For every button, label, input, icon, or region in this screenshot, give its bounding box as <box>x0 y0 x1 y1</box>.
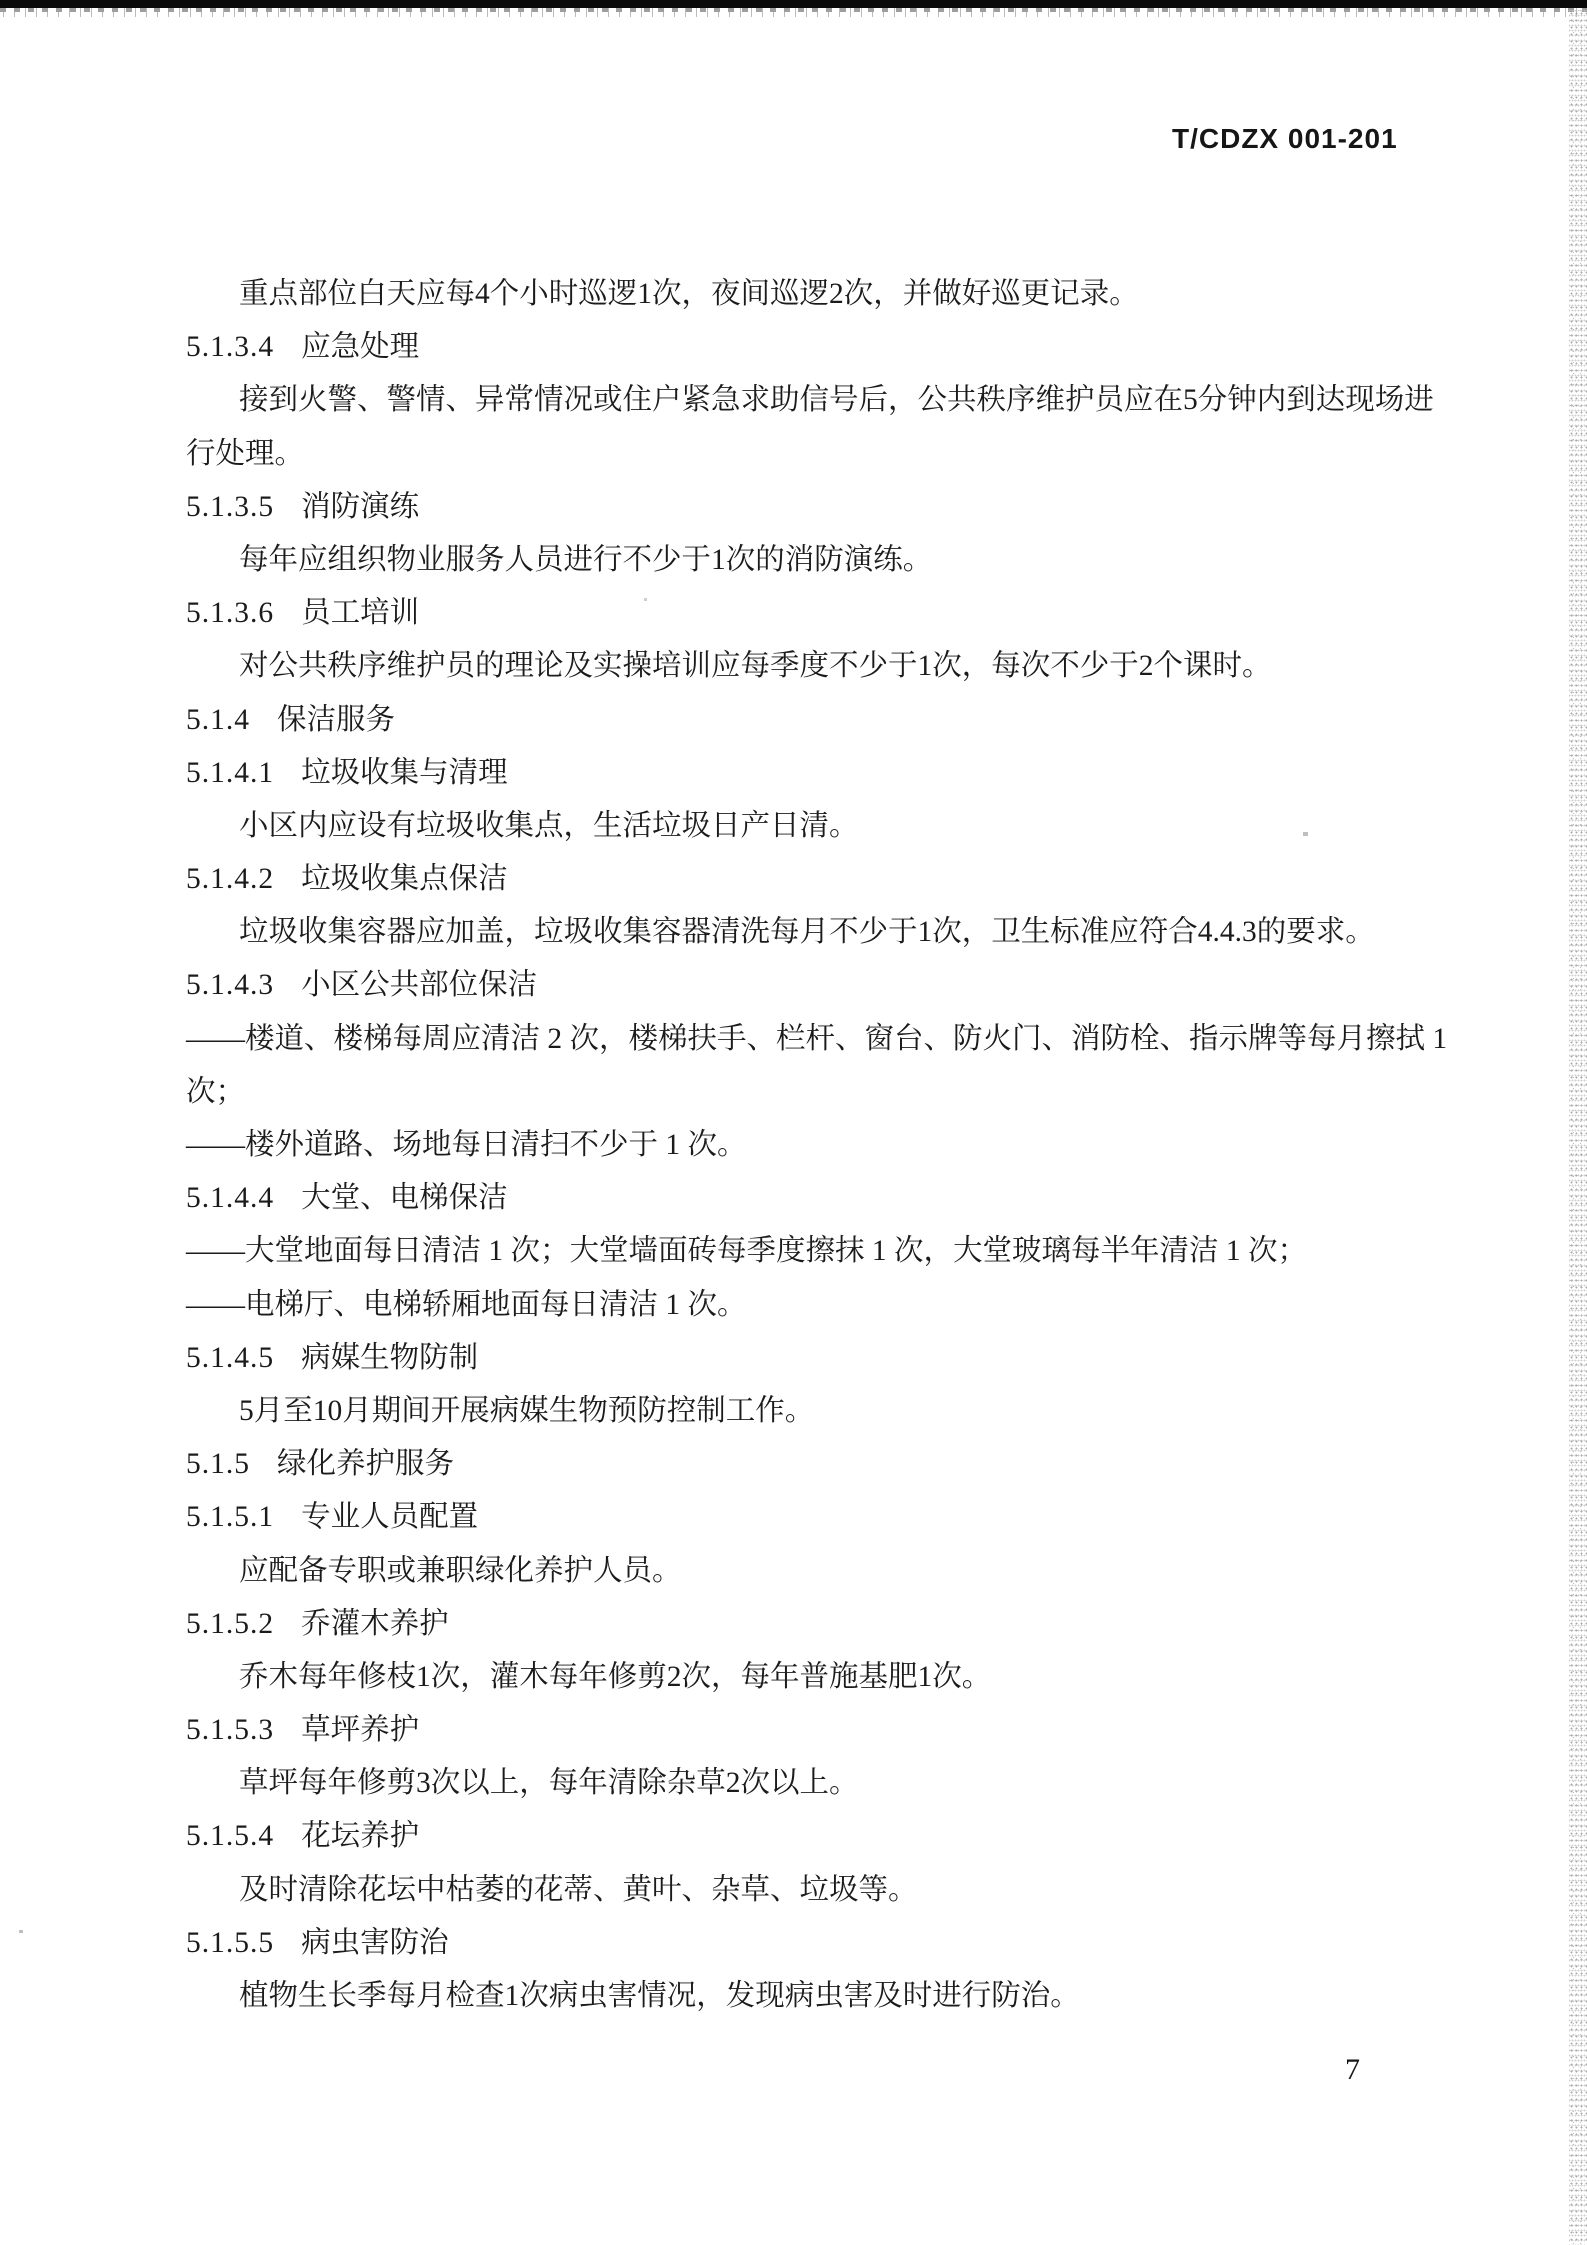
paragraph-line: 草坪每年修剪3次以上，每年清除杂草2次以上。 <box>239 1767 859 1800</box>
page-number: 7 <box>1345 2053 1360 2086</box>
clause-title: 病虫害防治 <box>301 1926 449 1959</box>
flush-line: ——电梯厅、电梯轿厢地面每日清洁 1 次。 <box>186 1288 747 1321</box>
clause-number: 5.1.4.4 <box>186 1182 275 1215</box>
paragraph-line: 应配备专职或兼职绿化养护人员。 <box>239 1554 682 1587</box>
clause-heading <box>186 1598 1436 1651</box>
paragraph-line: 垃圾收集容器应加盖，垃圾收集容器清洗每月不少于1次，卫生标准应符合4.4.3的要求。 <box>239 916 1375 949</box>
paragraph-line: 植物生长季每月检查1次病虫害情况，发现病虫害及时进行防治。 <box>239 1980 1080 2012</box>
clause-number: 5.1.4.2 <box>186 863 275 896</box>
paragraph-line: 乔木每年修枝1次，灌木每年修剪2次，每年普施基肥1次。 <box>239 1660 992 1693</box>
clause-title: 大堂、电梯保洁 <box>301 1182 508 1215</box>
paragraph-line: 每年应组织物业服务人员进行不少于1次的消防演练。 <box>239 543 933 576</box>
clause-title: 花坛养护 <box>301 1820 420 1853</box>
scan-speck <box>19 1930 23 1933</box>
clause-heading <box>186 1332 1436 1385</box>
flush-line: ——楼道、楼梯每周应清洁 2 次，楼梯扶手、栏杆、窗台、防火门、消防栓、指示牌等每月擦拭 1 <box>186 1022 1448 1055</box>
clause-heading <box>186 481 1436 534</box>
clause-heading <box>186 587 1436 640</box>
clause-title: 专业人员配置 <box>301 1501 479 1534</box>
paragraph-line: 5月至10月期间开展病媒生物预防控制工作。 <box>239 1394 815 1427</box>
clause-heading <box>186 321 1436 374</box>
clause-heading <box>186 853 1436 906</box>
scan-top-fringe <box>0 8 1587 17</box>
clause-heading <box>186 1172 1436 1225</box>
clause-title: 保洁服务 <box>277 703 396 736</box>
clause-number: 5.1.5.3 <box>186 1714 275 1747</box>
paragraph-line: 接到火警、警情、异常情况或住户紧急求助信号后，公共秩序维护员应在5分钟内到达现场进 <box>239 384 1434 417</box>
clause-number: 5.1.5.4 <box>186 1820 275 1853</box>
clause-number: 5.1.3.5 <box>186 490 275 523</box>
clause-title: 绿化养护服务 <box>277 1448 455 1481</box>
clause-number: 5.1.5.1 <box>186 1501 275 1534</box>
flush-line: ——大堂地面每日清洁 1 次；大堂墙面砖每季度擦抹 1 次，大堂玻璃每半年清洁 1 次； <box>186 1235 1308 1268</box>
clause-heading <box>186 1917 1436 1970</box>
clause-heading <box>186 1810 1436 1863</box>
clause-number: 5.1.5.5 <box>186 1926 275 1959</box>
clause-title: 垃圾收集点保洁 <box>301 863 508 896</box>
standard-reference: T/CDZX 001-201 <box>1172 123 1398 154</box>
clause-title: 小区公共部位保洁 <box>301 969 538 1002</box>
clause-title: 垃圾收集与清理 <box>301 756 508 789</box>
clause-number: 5.1.4.3 <box>186 969 275 1002</box>
clause-number: 5.1.3.4 <box>186 331 275 364</box>
flush-line: 次； <box>186 1075 246 1108</box>
paragraph-line: 对公共秩序维护员的理论及实操培训应每季度不少于1次，每次不少于2个课时。 <box>239 650 1272 683</box>
clause-heading <box>186 959 1436 1012</box>
clause-heading <box>186 1491 1436 1544</box>
clause-number: 5.1.5 <box>186 1448 250 1481</box>
clause-number: 5.1.4.1 <box>186 756 275 789</box>
clause-title: 草坪养护 <box>301 1714 420 1747</box>
clause-heading <box>186 747 1436 800</box>
content <box>186 268 1448 2023</box>
clause-heading <box>186 1704 1436 1757</box>
clause-heading <box>186 694 1436 747</box>
clause-heading <box>186 1438 1436 1491</box>
clause-number: 5.1.5.2 <box>186 1607 275 1640</box>
clause-title: 消防演练 <box>301 490 420 523</box>
clause-number: 5.1.4.5 <box>186 1341 275 1374</box>
clause-title: 乔灌木养护 <box>301 1607 449 1640</box>
flush-line: 行处理。 <box>186 437 305 470</box>
paragraph-line: 重点部位白天应每4个小时巡逻1次，夜间巡逻2次，并做好巡更记录。 <box>239 278 1139 310</box>
clause-number: 5.1.4 <box>186 703 250 736</box>
flush-line: ——楼外道路、场地每日清扫不少于 1 次。 <box>186 1129 747 1161</box>
clause-title: 员工培训 <box>301 597 420 630</box>
clause-title: 病媒生物防制 <box>301 1341 479 1374</box>
scan-top-bar <box>0 0 1587 8</box>
clause-title: 应急处理 <box>301 331 420 364</box>
paragraph-line: 及时清除花坛中枯萎的花蒂、黄叶、杂草、垃圾等。 <box>239 1873 918 1906</box>
clause-number: 5.1.3.6 <box>186 597 275 630</box>
scan-noise-strip <box>1569 10 1587 2245</box>
paragraph-line: 小区内应设有垃圾收集点，生活垃圾日产日清。 <box>239 809 859 842</box>
